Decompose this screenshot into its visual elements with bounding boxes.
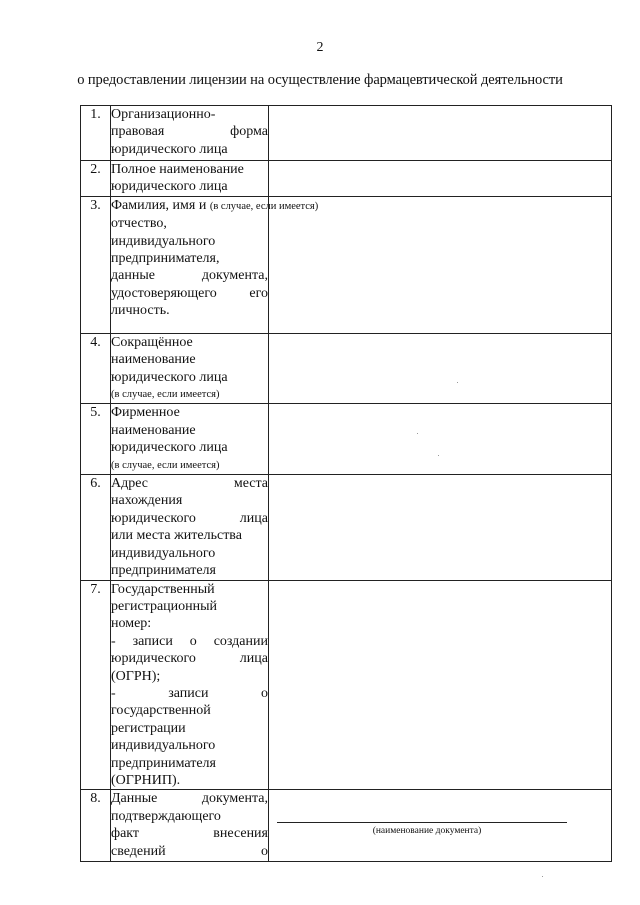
form-row-3 <box>81 196 612 333</box>
label-line: индивидуального <box>111 233 216 249</box>
label-line: индивидуального <box>111 738 216 754</box>
label-line: юридического лица <box>111 179 228 195</box>
form-row-8 <box>81 790 612 862</box>
label-line: юридического лица <box>111 440 228 456</box>
row-value-field[interactable] <box>269 580 612 790</box>
label-line: сведений о <box>111 843 268 859</box>
label-line: Фирменное <box>111 405 180 421</box>
label-line: индивидуального <box>111 545 216 561</box>
row-value-field[interactable] <box>269 161 612 197</box>
row-label <box>111 580 269 790</box>
label-line: - записи о <box>111 685 268 701</box>
label-line: отчество, <box>111 216 167 232</box>
label-line: государственной <box>111 703 211 719</box>
row-value-field[interactable] <box>269 106 612 161</box>
label-line: юридического лица <box>111 651 268 667</box>
row-number: 4. <box>81 333 111 404</box>
row-number: 2. <box>81 161 111 197</box>
label-line: Сокращённое <box>111 334 193 350</box>
application-form-table <box>80 105 612 862</box>
form-row-1 <box>81 106 612 161</box>
form-row-2 <box>81 161 612 197</box>
page-heading: о предоставлении лицензии на осуществление фармацевтической деятельности <box>77 72 563 88</box>
label-text: Фамилия, имя и <box>111 197 207 213</box>
label-line <box>111 197 319 215</box>
label-line: юридического лица <box>111 510 268 526</box>
label-line: (ОГРНИП). <box>111 772 181 788</box>
label-small-note: (в случае, если имеется) <box>209 200 319 212</box>
label-line: юридического лица <box>111 369 228 385</box>
form-row-6 <box>81 475 612 580</box>
form-row-7 <box>81 580 612 790</box>
label-line: регистрации <box>111 720 186 736</box>
row-value-field[interactable] <box>269 475 612 580</box>
label-line: - записи о создании <box>111 633 268 649</box>
label-line: наименование <box>111 352 196 368</box>
document-name-underline <box>277 822 567 823</box>
label-small-note: (в случае, если имеется) <box>111 459 220 471</box>
label-small-note: (в случае, если имеется) <box>111 389 220 401</box>
row-label <box>111 790 269 862</box>
label-line: регистрационный <box>111 598 218 614</box>
scan-speck <box>417 433 418 434</box>
row-label <box>111 475 269 580</box>
label-line: факт внесения <box>111 826 268 842</box>
label-line: удостоверяющего его <box>111 285 268 301</box>
page-number: 2 <box>316 40 324 55</box>
label-line: нахождения <box>111 493 183 509</box>
label-line: личность. <box>111 303 170 319</box>
label-line: предпринимателя <box>111 755 216 771</box>
row-label <box>111 333 269 404</box>
label-line: Государственный <box>111 581 215 597</box>
label-line: юридического лица <box>111 141 228 157</box>
label-line: правовая форма <box>111 124 268 140</box>
row-value-field[interactable] <box>269 404 612 475</box>
label-line: наименование <box>111 422 196 438</box>
label-line: номер: <box>111 616 152 632</box>
row-number: 6. <box>81 475 111 580</box>
row-number: 3. <box>81 196 111 333</box>
row-value-field[interactable] <box>269 333 612 404</box>
scan-speck <box>542 876 543 877</box>
label-line: предпринимателя, <box>111 251 220 267</box>
row-label <box>111 196 319 333</box>
label-line: Адрес места <box>111 476 268 492</box>
document-name-caption: (наименование документа) <box>372 826 482 837</box>
label-line: (ОГРН); <box>111 668 161 684</box>
label-line: Организационно- <box>111 107 216 122</box>
label-line: Данные документа, <box>111 791 268 807</box>
scan-speck <box>457 382 458 383</box>
label-line: подтверждающего <box>111 808 221 824</box>
form-row-5 <box>81 404 612 475</box>
row-number: 7. <box>81 580 111 790</box>
scan-speck <box>438 455 439 456</box>
row-label <box>111 404 269 475</box>
label-line: данные документа, <box>111 268 268 284</box>
label-line: Полное наименование <box>111 162 244 177</box>
form-row-4 <box>81 333 612 404</box>
row-label <box>111 161 269 197</box>
row-number: 8. <box>81 790 111 862</box>
row-number: 5. <box>81 404 111 475</box>
row-value-field[interactable] <box>269 196 612 333</box>
document-name-field[interactable] <box>269 790 612 862</box>
label-line: или места жительства <box>111 528 242 544</box>
row-number: 1. <box>81 106 111 161</box>
label-line: предпринимателя <box>111 563 216 579</box>
row-label <box>111 106 269 161</box>
